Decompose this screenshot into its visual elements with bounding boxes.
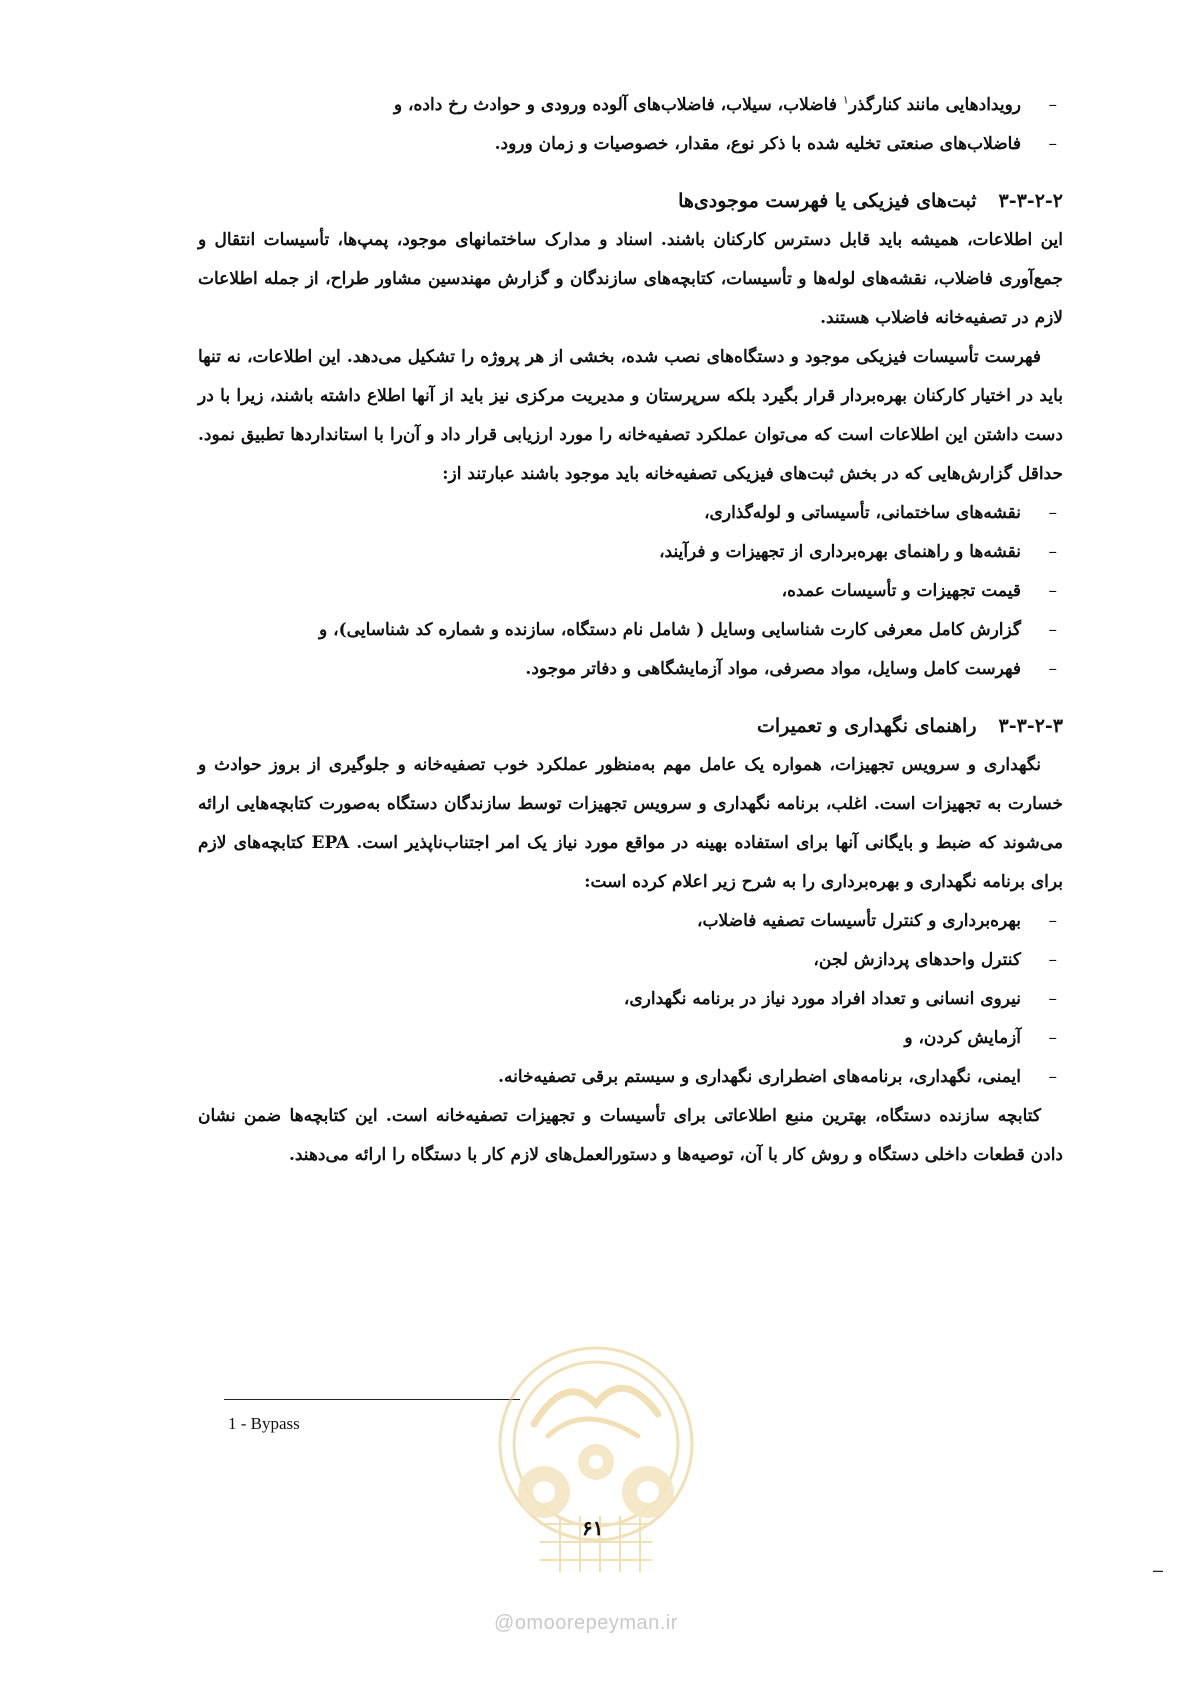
bullet-dash: – xyxy=(1048,659,1057,679)
bullet-dash: – xyxy=(1048,911,1057,931)
list-item xyxy=(198,572,1063,611)
paragraph: نگهداری و سرویس تجهیزات، همواره یک عامل مهم به‌منظور عملکرد خوب تصفیه‌خانه و جلوگیری از بروز حوادث و خسارت به تجهیزات است. اغلب، برنامه نگهداری و سرویس تجهیزات توسط سازندگان دستگاه به‌صورت کتابچه‌هایی ارائه می‌شوند که ضبط و بایگانی آنها برای استفاده بهینه در مواقع مورد نیاز یک امر اجتناب‌ناپذیر است. EPA کتابچه‌های لازم برای برنامه نگهداری و بهره‌برداری را به شرح زیر اعلام کرده است: xyxy=(198,755,1063,892)
page-number: ۶۱ xyxy=(582,1516,604,1540)
section-title: ثبت‌های فیزیکی یا فهرست موجودی‌ها xyxy=(678,190,977,212)
list-item-text: فهرست کامل وسایل، مواد مصرفی، مواد آزمایشگاهی و دفاتر موجود. xyxy=(525,659,1021,679)
section-heading xyxy=(198,707,1063,746)
bullet-dash: – xyxy=(1048,989,1057,1009)
list-item xyxy=(198,125,1063,164)
list-item xyxy=(198,1019,1063,1058)
bullet-dash: – xyxy=(1048,950,1057,970)
paragraph: این اطلاعات، همیشه باید قابل دسترس کارکنان باشند. اسناد و مدارک ساختمانهای موجود، پمپ‌ها، تأسیسات انتقال و جمع‌آوری فاضلاب، نقشه‌های لوله‌ها و تأسیسات، کتابچه‌های سازندگان و گزارش مهندسین مشاور طراح، از جمله اطلاعات لازم در تصفیه‌خانه فاضلاب هستند. xyxy=(198,230,1063,328)
list-item-text: فاضلاب، سیلاب، فاضلاب‌های آلوده ورودی و حوادث رخ داده، و xyxy=(393,95,843,115)
list-item-text: گزارش کامل معرفی کارت شناسایی وسایل ( شامل نام دستگاه، سازنده و شماره کد شناسایی)، و xyxy=(319,620,1021,640)
footnote-divider xyxy=(224,1399,520,1400)
section-heading xyxy=(198,182,1063,221)
bullet-dash: – xyxy=(1048,134,1057,154)
bullet-dash: – xyxy=(1048,1067,1057,1087)
watermark-url-text: omoorepeyman.ir xyxy=(514,1612,678,1634)
list-item xyxy=(198,611,1063,650)
bullet-dash: – xyxy=(1048,503,1057,523)
list-item-text: نقشه‌های ساختمانی، تأسیساتی و لوله‌گذاری، xyxy=(704,503,1021,523)
bullet-dash: – xyxy=(1048,95,1057,115)
list-item xyxy=(198,86,1063,125)
margin-mark: – xyxy=(1152,1560,1163,1580)
section-title: راهنمای نگهداری و تعمیرات xyxy=(756,715,977,737)
watermark-logo-icon xyxy=(488,1332,704,1582)
footnote-marker: ۱ xyxy=(842,93,849,107)
list-item xyxy=(198,1058,1063,1097)
list-item xyxy=(198,941,1063,980)
manuals-list xyxy=(198,902,1063,1097)
list-item-text: آزمایش کردن، و xyxy=(904,1028,1021,1048)
section-number: ۳-۳-۲-۲ xyxy=(998,190,1063,212)
paragraph: کتابچه سازنده دستگاه، بهترین منبع اطلاعاتی برای تأسیسات و تجهیزات تصفیه‌خانه است. این کتابچه‌ها ضمن نشان دادن قطعات داخلی دستگاه و روش کار با آن، توصیه‌ها و دستورالعمل‌های لازم کار با دستگاه را ارائه می‌دهند. xyxy=(198,1106,1063,1165)
bullet-dash: – xyxy=(1048,581,1057,601)
section-number: ۳-۳-۲-۳ xyxy=(998,715,1063,737)
watermark-url: @omoorepeyman.ir xyxy=(494,1612,678,1634)
bullet-dash: – xyxy=(1048,1028,1057,1048)
list-item-text: رویدادهایی مانند کنارگذر xyxy=(848,95,1021,115)
list-item xyxy=(198,533,1063,572)
paragraph: فهرست تأسیسات فیزیکی موجود و دستگاه‌های نصب شده، بخشی از هر پروژه را تشکیل می‌دهد. این اطلاعات، نه تنها باید در اختیار کارکنان بهره‌بردار قرار بگیرد بلکه سرپرستان و مدیریت مرکزی نیز باید از آنها اطلاع داشته باشند، زیرا با در دست داشتن این اطلاعات است که می‌توان عملکرد تصفیه‌خانه را مورد ارزیابی قرار داد و آن‌را با استانداردها تطبیق نمود. حداقل گزارش‌هایی که در بخش ثبت‌های فیزیکی تصفیه‌خانه باید موجود باشند عبارتند از: xyxy=(198,347,1063,484)
list-item xyxy=(198,650,1063,689)
list-item-text: کنترل واحدهای پردازش لجن، xyxy=(813,950,1021,970)
bullet-dash: – xyxy=(1048,542,1057,562)
footnote: 1 - Bypass xyxy=(228,1414,300,1433)
list-item-text: فاضلاب‌های صنعتی تخلیه شده با ذکر نوع، مقدار، خصوصیات و زمان ورود. xyxy=(494,134,1021,154)
records-list xyxy=(198,494,1063,689)
list-item-text: ایمنی، نگهداری، برنامه‌های اضطراری نگهداری و سیستم برقی تصفیه‌خانه. xyxy=(498,1067,1021,1087)
body-text xyxy=(198,86,1063,1175)
list-item xyxy=(198,494,1063,533)
list-item-text: نیروی انسانی و تعداد افراد مورد نیاز در برنامه نگهداری، xyxy=(623,989,1021,1009)
list-item-text: بهره‌برداری و کنترل تأسیسات تصفیه فاضلاب، xyxy=(697,911,1021,931)
list-item-text: قیمت تجهیزات و تأسیسات عمده، xyxy=(781,581,1021,601)
list-item-text: نقشه‌ها و راهنمای بهره‌برداری از تجهیزات و فرآیند، xyxy=(659,542,1021,562)
list-item xyxy=(198,980,1063,1019)
event-list xyxy=(198,86,1063,164)
list-item xyxy=(198,902,1063,941)
bullet-dash: – xyxy=(1048,620,1057,640)
